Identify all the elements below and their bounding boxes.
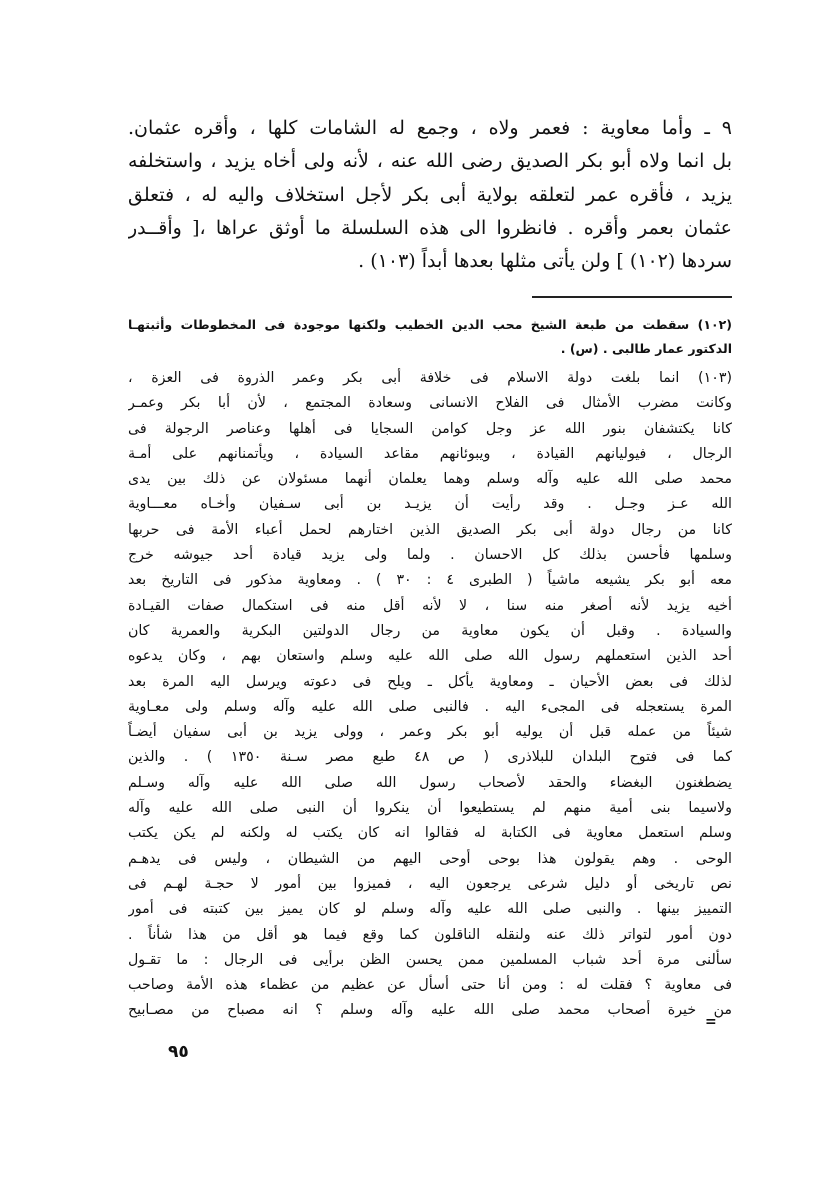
text-line: محمد صلى الله عليه وآله وسلم وهما يعلمان أنهما مسئولان عن ذلك بين يدى	[128, 471, 732, 488]
text-line: ولاسيما بنى أمية منهم لم يستطيعوا أن ينكروا أن النبى صلى الله عليه وآله	[128, 800, 732, 817]
footnote-103	[128, 366, 732, 1024]
text-line: أحد الذين استعملهم رسول الله صلى الله عليه وسلم واستعان بهم ، وكان يدعوه	[128, 648, 732, 665]
text-line: وسلم استعمل معاوية فى الكتابة له فقالوا انه كان يكتب له ولكنه لم يكن يكتب	[128, 825, 732, 842]
text-line: سردها (١٠٢) ] ولن يأتى مثلها بعدها أبداً (١٠٣) .	[358, 250, 732, 273]
text-line: (١٠٣) انما بلغت دولة الاسلام فى خلافة أبى بكر وعمر الذروة فى العزة ،	[128, 370, 732, 386]
page-number: ٩٥	[168, 1042, 189, 1062]
text-line: ٩ ـ وأما معاوية : فعمر ولاه ، وجمع له الشامات كلها ، وأقره عثمان.	[128, 117, 732, 139]
text-line: يضطغنون البغضاء والحقد لأصحاب رسول الله صلى الله عليه وآله وسـلم	[128, 774, 732, 791]
text-line: أخيه يزيد لأنه أصغر منه سنا ، لا لأنه أقل منه فى استكمال صفات القيـادة	[128, 597, 732, 614]
text-line: الله عـز وجـل . وقد رأيت أن يزيـد بن أبى سـفيان وأخـاه معـــاوية	[128, 496, 732, 513]
text-line: وكانت مضرب الأمثال فى الفلاح الانسانى وسعادة المجتمع ، لأن أبا بكر وعمـر	[128, 395, 732, 412]
text-line: (١٠٢) سقطت من طبعة الشيخ محب الدين الخطيب ولكنها موجودة فى المخطوطات وأثبتهـا	[128, 317, 732, 332]
text-line: دون أمور لتواتر ذلك عنه ولنقله الناقلون كما وقع فيما هو أقل من هذا شأناً .	[128, 926, 732, 943]
text-line: المرة يستعجله فى المجىء اليه . فالنبى صلى الله عليه وآله وسلم ولى معـاوية	[128, 698, 732, 715]
footnote-separator	[532, 296, 732, 298]
text-line: بل انما ولاه أبو بكر الصديق رضى الله عنه ، لأنه ولى أخاه يزيد ، واستخلفه	[128, 150, 732, 173]
main-paragraph	[128, 112, 732, 278]
text-line: الرجال ، فيوليانهم القيادة ، ويبوئانهم مقاعد السيادة ، ويأتمنانهم على أمـة	[128, 445, 732, 462]
text-line: سألنى مرة أحد شباب المسلمين ممن يحسن الظن برأيى فى الرجال : ما تقـول	[128, 951, 732, 968]
text-line: الدكتور عمار طالبى . (س) .	[560, 341, 732, 356]
text-line: كانا من رجال دولة أبى بكر الصديق الذين اختارهم لحمل أعباء الأمة فى حربها	[128, 521, 732, 538]
text-line: معه أبو بكر يشيعه ماشياً ( الطبرى ٤ : ٣٠ ) . ومعاوية مذكور فى التاريخ بعد	[128, 572, 732, 589]
text-line: عثمان بعمر وأقره . فانظروا الى هذه السلسلة ما أوثق عراها ،[ وأقــدر	[128, 216, 732, 239]
text-line: والسيادة . وقبل أن يكون معاوية من رجال الدولتين البكرية والعمرية كان	[128, 622, 732, 639]
text-line: شيئاً من عمله قبل أن يوليه أبو بكر وعمر ، وولى يزيد بن أبى سفيان أيضـاً	[128, 724, 732, 741]
text-line: يزيد ، فأقره عمر لتعلقه بولاية أبى بكر لأجل استخلاف واليه له ، فتعلق	[128, 183, 732, 206]
text-line: من خيرة أصحاب محمد صلى الله عليه وآله وسلم ؟ انه مصباح من مصـابيح	[128, 1002, 732, 1019]
text-line: التمييز بينها . والنبى صلى الله عليه وآله وسلم لو كان يميز بين كتبته فى أمور	[128, 901, 732, 918]
text-line: نص تاريخى أو دليل شرعى يرجعون اليه ، فميزوا بين أمور لا حجـة لهـم فى	[128, 875, 732, 892]
text-line: الوحى . وهم يقولون هذا بوحى أوحى اليهم من الشيطان ، وليس فى يدهـم	[128, 850, 732, 867]
text-line: كما فى فتوح البلدان للبلاذرى ( ص ٤٨ طبع مصر سـنة ١٣٥٠ ) . والذين	[128, 749, 732, 766]
text-line: وسلمها فأحسن بذلك كل الاحسان . ولما ولى يزيد قيادة أحد جيوشه خرج	[128, 547, 732, 564]
continuation-mark: =	[705, 1014, 717, 1030]
footnote-102	[128, 313, 732, 361]
text-line: لذلك فى بعض الأحيان ـ ومعاوية يأكل ـ ويلح فى دعوته ويرسل اليه المرة بعد	[128, 673, 732, 690]
text-line: كانا يكتشفان بنور الله عز وجل كوامن السجايا فى أهلها وعناصر الرجولة فى	[128, 420, 732, 437]
text-line: فى معاوية ؟ فقلت له : ومن أنا حتى أسأل عن عظيم من عظماء هذه الأمة وصاحب	[128, 977, 732, 994]
